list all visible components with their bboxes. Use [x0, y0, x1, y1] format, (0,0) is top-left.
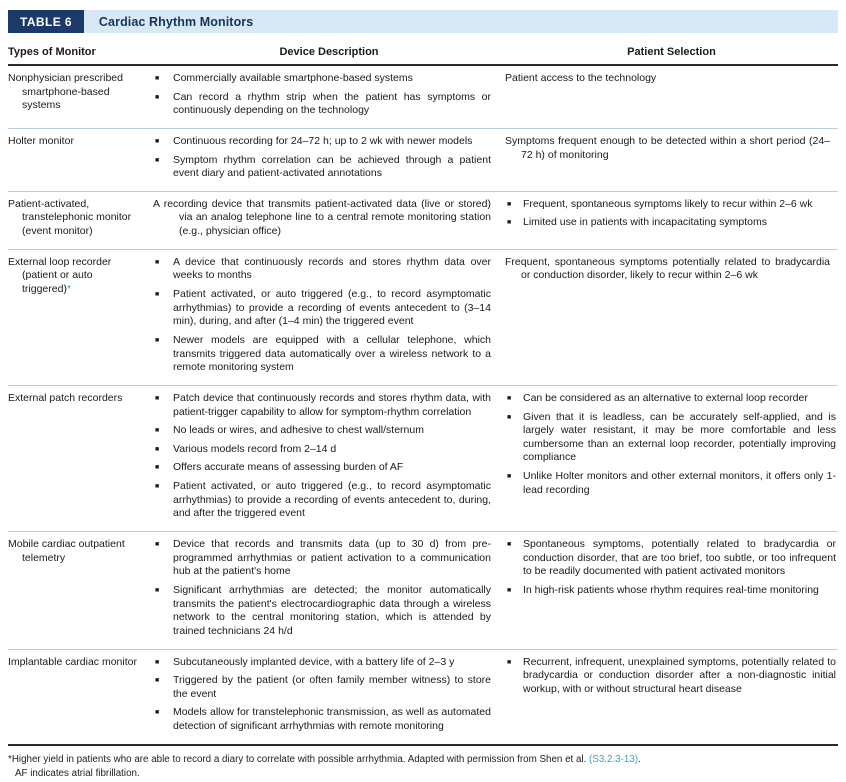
patient-selection-text: Patient access to the technology: [505, 72, 657, 84]
bullet-item: ■ Various models record from 2–14 d: [153, 443, 491, 457]
footnote-abbreviation: AF indicates atrial fibrillation.: [15, 768, 140, 780]
patient-selection-cell: [505, 135, 838, 181]
device-description-cell: [153, 72, 505, 118]
monitor-type-cell: [8, 135, 153, 181]
bullet-item: ■ Newer models are equipped with a cellular telephone, which transmits triggered data automatically over a wireless network to a remote monitoring system: [153, 334, 491, 375]
device-description-cell: [153, 538, 505, 638]
bullet-item: ■ Models allow for transtelephonic transmission, as well as automated detection of significant arrhythmias with remote monitoring: [153, 706, 491, 733]
column-header-device-description: Device Description: [279, 46, 379, 58]
selection-bullet-list: [505, 538, 838, 598]
bullet-item: ■ Frequent, spontaneous symptoms likely to recur within 2–6 wk: [505, 198, 836, 212]
patient-selection-cell: [505, 656, 838, 734]
monitor-type-label: Nonphysician prescribed smartphone-based systems: [8, 72, 123, 112]
selection-bullet-list: [505, 656, 838, 697]
device-bullet-list: [153, 392, 505, 521]
bullet-item: ■ Patch device that continuously records and stores rhythm data, with patient-trigger capability to allow for symptom-rhythm correlation: [153, 392, 491, 419]
table-row-event-monitor: [8, 192, 838, 250]
bullet-item: ■ Patient activated, or auto triggered (e.g., to record asymptomatic arrhythmias) to provide a recording of events antecedent to, during, and after the triggered event: [153, 480, 491, 521]
table-title-bar: [8, 10, 838, 33]
bullet-item: ■ Can record a rhythm strip when the patient has symptoms or continuously depending on the technology: [153, 91, 491, 118]
column-header-patient-selection: Patient Selection: [627, 46, 716, 58]
device-description-cell: [153, 256, 505, 375]
bullet-item: ■ Offers accurate means of assessing burden of AF: [153, 461, 491, 475]
bullet-item: ■ A device that continuously records and stores rhythm data over weeks to months: [153, 256, 491, 283]
table-row-external-patch-recorders: [8, 386, 838, 532]
bullet-item: ■ Given that it is leadless, can be accurately self-applied, and is largely water resistant, it may be more comfortable and less cumbersome than an external loop recorder, potentially improving compliance: [505, 411, 836, 466]
table-title: Cardiac Rhythm Monitors: [98, 14, 254, 29]
monitor-type-cell: [8, 198, 153, 239]
patient-selection-cell: [505, 72, 838, 118]
bullet-item: ■ Device that records and transmits data (up to 30 d) from pre-programmed arrhythmias or patient activation to a communication hub at the patient's home: [153, 538, 491, 579]
device-bullet-list: [153, 538, 505, 638]
patient-selection-cell: [505, 256, 838, 375]
table-row-holter-monitor: [8, 129, 838, 192]
bullet-item: ■ Patient activated, or auto triggered (e.g., to record asymptomatic arrhythmias) to provide a recording of events antecedent to (3–14 min), during, and after (1–4 min) the triggered event: [153, 288, 491, 329]
footnote-period: .: [638, 753, 641, 765]
table-row-external-loop-recorder: [8, 250, 838, 386]
device-bullet-list: [153, 135, 505, 181]
bullet-item: ■ Subcutaneously implanted device, with a battery life of 2–3 y: [153, 656, 491, 670]
monitor-type-cell: [8, 72, 153, 118]
bullet-item: ■ Can be considered as an alternative to external loop recorder: [505, 392, 836, 406]
monitor-type-cell: [8, 256, 153, 375]
selection-bullet-list: [505, 392, 838, 497]
table-row-smartphone-systems: [8, 66, 838, 129]
footnote-line-1: [8, 753, 838, 768]
device-bullet-list: [153, 72, 505, 118]
bullet-item: ■ Limited use in patients with incapacitating symptoms: [505, 216, 836, 230]
footnote-text: *Higher yield in patients who are able to record a diary to correlate with possible arrhythmia. Adapted with permission from Shen et al.: [8, 753, 590, 765]
monitor-type-cell: [8, 656, 153, 734]
column-header-types-of-monitor: Types of Monitor: [8, 46, 96, 58]
device-description-cell: [153, 392, 505, 521]
bullet-item: ■ Symptom rhythm correlation can be achieved through a patient event diary and patient-activated annotations: [153, 154, 491, 181]
bullet-item: ■ No leads or wires, and adhesive to chest wall/sternum: [153, 424, 491, 438]
table-footnotes: [8, 753, 838, 782]
bullet-item: ■ Spontaneous symptoms, potentially related to bradycardia or conduction disorder, that are too brief, too subtle, or too infrequent to be readily documented with patient activated monitors: [505, 538, 836, 579]
monitor-type-label: Mobile cardiac outpatient telemetry: [8, 538, 125, 564]
device-bullet-list: [153, 656, 505, 734]
table-row-implantable-cardiac-monitor: [8, 650, 838, 744]
device-description-cell: [153, 135, 505, 181]
bullet-item: ■ Continuous recording for 24–72 h; up to 2 wk with newer models: [153, 135, 491, 149]
patient-selection-cell: [505, 198, 838, 239]
bullet-item: ■ In high-risk patients whose rhythm requires real-time monitoring: [505, 584, 836, 598]
monitor-type-cell: [8, 538, 153, 638]
monitor-type-label: External loop recorder (patient or auto triggered): [8, 255, 112, 296]
patient-selection-text: Symptoms frequent enough to be detected within a short period (24–72 h) of monitoring: [505, 134, 830, 161]
monitor-type-label: Implantable cardiac monitor: [8, 655, 137, 668]
selection-bullet-list: [505, 198, 838, 230]
device-description-cell: [153, 656, 505, 734]
table-body: [8, 66, 838, 746]
patient-selection-cell: [505, 538, 838, 638]
monitor-type-label: External patch recorders: [8, 391, 123, 404]
patient-selection-text: Frequent, spontaneous symptoms potentially related to bradycardia or conduction disorder, likely to recur within 2–6 wk: [505, 255, 830, 282]
bullet-item: ■ Triggered by the patient (or often family member witness) to store the event: [153, 674, 491, 701]
bullet-item: ■ Commercially available smartphone-based systems: [153, 72, 491, 86]
table-number-badge: TABLE 6: [8, 10, 84, 33]
device-description-cell: [153, 198, 505, 239]
device-bullet-list: [153, 256, 505, 375]
bullet-item: ■ Significant arrhythmias are detected; the monitor automatically transmits the patient's electrocardiographic data through a wireless network to the central monitoring station, which is attended by trained technicians 24 h/d: [153, 584, 491, 639]
bullet-item: ■ Unlike Holter monitors and other external monitors, it offers only 1-lead recording: [505, 470, 836, 497]
monitor-type-cell: [8, 392, 153, 521]
monitor-type-label: Holter monitor: [8, 134, 74, 147]
patient-selection-cell: [505, 392, 838, 521]
column-header-row: [8, 33, 838, 66]
table-row-mobile-cardiac-telemetry: [8, 532, 838, 649]
reference-link[interactable]: (S3.2.3-13): [589, 753, 639, 765]
device-description-text: A recording device that transmits patient-activated data (live or stored) via an analog telephone line to a central remote monitoring station (e.g., physician office): [153, 197, 491, 238]
bullet-item: ■ Recurrent, infrequent, unexplained symptoms, potentially related to bradycardia or conduction disorder after a non-diagnostic initial workup, with or without structural heart disease: [505, 656, 836, 697]
footnote-marker: *: [66, 283, 72, 296]
monitor-type-label: Patient-activated, transtelephonic monitor (event monitor): [8, 197, 132, 238]
